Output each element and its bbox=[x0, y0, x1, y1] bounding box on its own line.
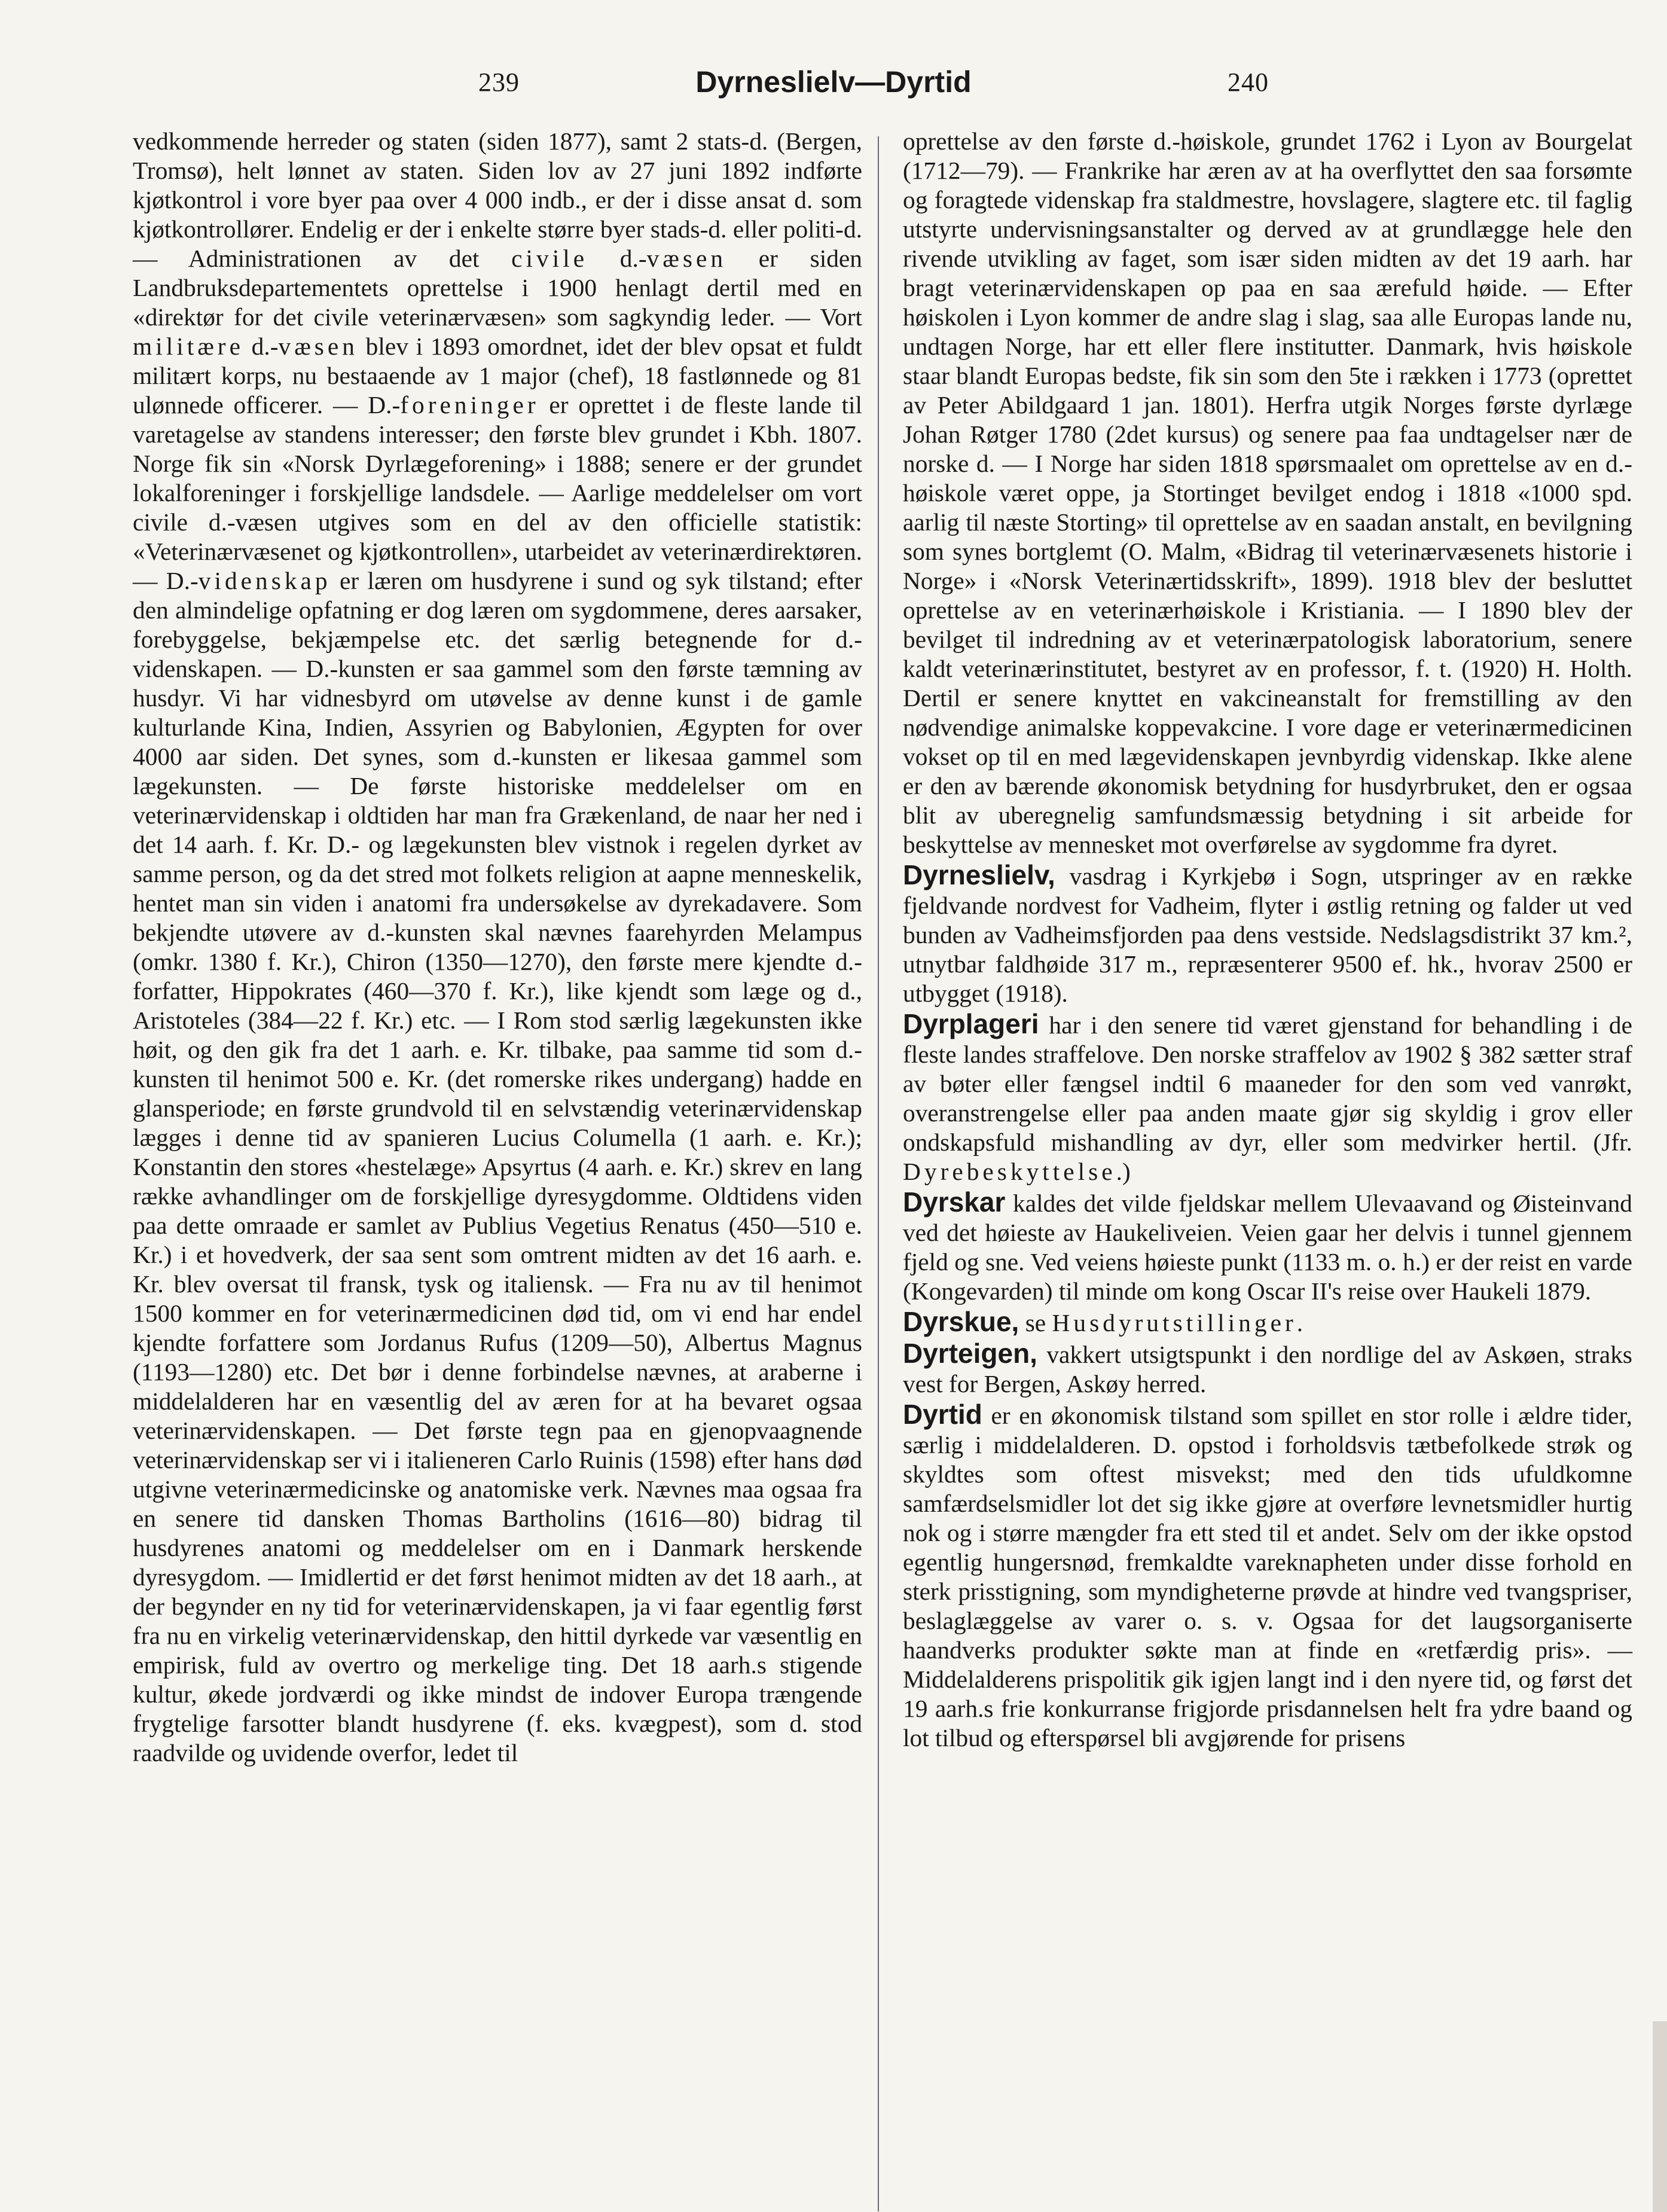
page-number-left: 239 bbox=[478, 68, 520, 97]
paragraph bbox=[903, 1009, 1632, 1186]
left-column bbox=[133, 127, 862, 1768]
entry-headword: Dyrskar bbox=[903, 1186, 1006, 1218]
entry-headword: Dyrplageri bbox=[903, 1008, 1039, 1039]
spaced-emphasis: Husdyrutstillinger bbox=[1052, 1309, 1297, 1337]
paragraph bbox=[903, 1339, 1632, 1399]
text-segment: er læren om husdyrene i sund og syk tilstand; efter den almindelige opfatning er dog læren om sygdommene, deres aarsaker, forebyggelse, bekjæmpelse etc. det særlig betegnende for d.-videnskapen. — D.-kunsten er saa gammel som den første tæmning av husdyr. Vi har vidnesbyrd om utøvelse av denne kunst i de gamle kulturlande Kina, Indien, Assyrien og Babylonien, Ægypten for over 4000 aar siden. Det synes, som d.-kunsten er likesaa gammel som lægekunsten. — De første historiske meddelelser om en veterinærvidenskap i oldtiden har man fra Grækenland, de naar her ned i det 14 aarh. f. Kr. D.- og lægekunsten blev vistnok i regelen dyrket av samme person, og da det stred mot folkets religion at aapne menneskelik, hentet man sin viden i anatomi fra undersøkelse av dyrekadavere. Som bekjendte utøvere av d.-kunsten skal nævnes faarehyrden Melampus (omkr. 1380 f. Kr.), Chiron (1350—1270), den første mere kjendte d.-forfatter, Hippokrates (460—370 f. Kr.), like kjendt som læge og d., Aristoteles (384—22 f. Kr.) etc. — I Rom stod særlig lægekunsten ikke høit, og den gik fra det 1 aarh. e. Kr. tilbake, paa samme tid som d.-kunsten til henimot 500 e. Kr. (det romerske rikes undergang) hadde en glansperiode; en første grundvold til en selvstændig veterinærvidenskap lægges i denne tid av spanieren Lucius Columella (1 aarh. e. Kr.); Konstantin den stores «hestelæge» Apsyrtus (4 aarh. e. Kr.) skrev en lang række avhandlinger om de forskjellige dyresygdomme. Oldtidens viden paa dette omraade er samlet av Publius Vegetius Renatus (450—510 e. Kr.) i et hovedverk, der saa sent som omtrent midten av det 16 aarh. e. Kr. blev oversat til fransk, tysk og italiensk. — Fra nu av til henimot 1500 kommer en for veterinærmedicinen død tid, om vi end har endel kjendte forfattere som Jordanus Rufus (1209—50), Albertus Magnus (1193—1280) etc. Det bør i denne forbindelse nævnes, at araberne i middelalderen har en væsentlig del av æren for at ha bevaret ogsaa veterinærvidenskapen. — Det første tegn paa en gjenopvaagnende veterinærvidenskap ser vi i italieneren Carlo Ruinis (1598) efter hans død utgivne veterinærmedicinske og anatomiske verk. Nævnes maa ogsaa fra en senere tid dansken Thomas Bartholins (1616—80) bidrag til husdyrenes anatomi og meddelelser om en i Danmark herskende dyresygdom. — Imidlertid er det først henimot midten av det 18 aarh., at der begynder en ny tid for veterinærvidenskapen, ja vi faar egentlig først fra nu en virkelig veterinærvidenskap, den hittil dyrkede var væsentlig en empirisk, fuld av overtro og merkelige ting. Det 18 aarh.s stigende kultur, økede jordværdi og ikke mindst de indover Europa trængende frygtelige farsotter blandt husdyrene (f. eks. kvægpest), som d. stod raadvilde og uvidende overfor, ledet til bbox=[133, 567, 862, 1766]
entry-headword: Dyrtid bbox=[903, 1399, 982, 1430]
spaced-emphasis: militære bbox=[133, 332, 244, 360]
running-title: Dyrneslielv—Dyrtid bbox=[695, 65, 972, 99]
paragraph bbox=[903, 1307, 1632, 1338]
entry-headword: Dyrneslielv, bbox=[903, 859, 1055, 890]
spaced-emphasis: videnskap bbox=[198, 567, 331, 594]
text-segment: er oprettet i de fleste lande til varetagelse av standens interesser; den første blev grundet i Kbh. 1807. Norge fik sin «Norsk Dyrlægeforening» i 1888; senere er der grundet lokalforeninger i forskjellige landsdele. — Aarlige meddelelser om vort civile d.-væsen utgives som en del av den officielle statistik: «Veterinærvæsenet og kjøtkontrollen», utarbeidet av veterinærdirektøren. — D.- bbox=[133, 391, 862, 594]
spaced-emphasis: væsen bbox=[646, 245, 727, 272]
text-segment: vedkommende herreder og staten (siden 1877), samt 2 stats-d. (Bergen, Tromsø), helt lønnet av staten. Siden lov av 27 juni 1892 indførte kjøtkontrol i vore byer paa over 4 000 indb., er der i disse ansat d. som kjøtkontrollører. Endelig er der i enkelte større byer stads-d. eller politi-d. — Administrationen av det bbox=[133, 127, 862, 272]
paragraph bbox=[903, 861, 1632, 1008]
spaced-emphasis: Dyrebeskyttelse bbox=[903, 1158, 1116, 1185]
entry-headword: Dyrteigen, bbox=[903, 1338, 1037, 1369]
column-divider bbox=[878, 136, 879, 2211]
text-segment: oprettelse av den første d.-høiskole, grundet 1762 i Lyon av Bourgelat (1712—79). — Frankrike har æren av at ha overflyttet den saa forsømte og foragtede videnskap fra staldmestre, hovslagere, slagtere etc. til faglig utstyrte undervisningsanstalter og derved av at grundlægge hele den rivende utvikling av faget, som især siden midten av det 19 aarh. har bragt veterinærvidenskapen op paa en saa ærefuld høide. — Efter høiskolen i Lyon kommer de andre slag i slag, saa alle Europas lande nu, undtagen Norge, har ett eller flere institutter. Danmark, hvis høiskole staar blandt Europas bedste, fik sin som den 5te i rækken i 1773 (oprettet av Peter Abildgaard 1 jan. 1801). Herfra utgik Norges første dyrlæge Johan Røtger 1780 (2det kursus) og senere paa faa undtagelser nær de norske d. — I Norge har siden 1818 spørsmaalet om oprettelse av en d.-høiskole været oppe, ja Stortinget bevilget endog i 1818 «1000 spd. aarlig til næste Storting» til oprettelse av en saadan anstalt, en bevilgning som synes bortglemt (O. Malm, «Bidrag til veterinærvæsenets historie i Norge» i «Norsk Veterinærtidsskrift», 1899). 1918 blev der besluttet oprettelse av en veterinærhøiskole i Kristiania. — I 1890 blev der bevilget til indredning av et veterinærpatologisk laboratorium, senere kaldt veterinærinstitutet, bestyret av en professor, f. t. (1920) H. Holth. Dertil er senere knyttet en vakcineanstalt for fremstilling av den nødvendige animalske koppevakcine. I vore dage er veterinærmedicinen vokset op til en med lægevidenskapen jevnbyrdig videnskap. Ikke alene er den av bærende økonomisk betydning for husdyrbruket, den er ogsaa blit av uberegnelig samfundsmæssig betydning i sit arbeide for beskyttelse av mennesket mot overførelse av sygdomme fra dyret. bbox=[903, 127, 1632, 858]
spaced-emphasis: væsen bbox=[278, 332, 358, 360]
page-edge-shadow bbox=[1653, 2021, 1667, 2212]
text-segment: .) bbox=[1116, 1158, 1131, 1185]
right-column bbox=[903, 127, 1632, 1753]
spaced-emphasis: civile bbox=[511, 245, 588, 272]
paragraph bbox=[903, 1188, 1632, 1306]
paragraph bbox=[133, 127, 862, 1768]
page-number-right: 240 bbox=[1228, 68, 1269, 97]
text-segment: d.- bbox=[588, 245, 647, 272]
text-segment: er en økonomisk tilstand som spillet en stor rolle i ældre tider, særlig i middelalderen. D. opstod i forholdsvis tætbefolkede strøk og skyldtes som oftest misvekst; med den tids ufuldkomne samfærdselsmidler lot det sig ikke gjøre at overføre levnetsmidler hurtig nok og i større mængder fra ett sted til et andet. Selv om der ikke opstod egentlig hungersnød, fremkaldte vareknapheten under disse forhold en sterk prisstigning, som myndigheterne prøvde at hindre ved tvangspriser, beslaglæggelse av varer o. s. v. Ogsaa for det laugsorganiserte haandverks produkter søkte man at finde en «retfærdig pris». — Middelalderens prispolitik gik igjen langt ind i den nyere tid, og først det 19 aarh.s frie konkurranse frigjorde prisdannelsen helt fra ydre baand og lot tilbud og efterspørsel bli avgjørende for prisens bbox=[903, 1402, 1632, 1752]
text-segment: har i den senere tid været gjenstand for behandling i de fleste landes straffelove. Den norske straffelov av 1902 § 382 sætter straf av bøter eller fængsel indtil 6 maaneder for den som ved vanrøkt, overanstrengelse eller paa anden maate gjør sig skyldig i grov eller ondskapsfuld mishandling av dyr, eller som medvirker hertil. (Jfr. bbox=[903, 1011, 1632, 1156]
text-segment: . bbox=[1296, 1309, 1303, 1337]
paragraph bbox=[903, 1400, 1632, 1753]
text-segment: er siden Landbruksdepartementets oprettelse i 1900 henlagt dertil med en «direktør for det civile veterinærvæsen» som sagkyndig leder. — Vort bbox=[133, 245, 862, 331]
page-header bbox=[0, 67, 1667, 103]
text-segment: se bbox=[1019, 1309, 1052, 1337]
text-segment: vakkert utsigtspunkt i den nordlige del av Askøen, straks vest for Bergen, Askøy herred. bbox=[903, 1341, 1632, 1398]
spaced-emphasis: foreninger bbox=[400, 391, 539, 419]
text-segment: kaldes det vilde fjeldskar mellem Ulevaavand og Øisteinvand ved det høieste av Haukeliveien. Veien gaar her delvis i tunnel gjennem fjeld og sne. Ved veiens høieste punkt (1133 m. o. h.) er der reist en varde (Kongevarden) til minde om kong Oscar II's reise over Haukeli 1879. bbox=[903, 1189, 1632, 1305]
entry-headword: Dyrskue, bbox=[903, 1306, 1019, 1337]
paragraph bbox=[903, 127, 1632, 859]
text-segment: vasdrag i Kyrkjebø i Sogn, utspringer av en række fjeldvande nordvest for Vadheim, flyter i østlig retning og falder ut ved bunden av Vadheimsfjorden paa dens vestside. Nedslagsdistrikt 37 km.², utnytbar faldhøide 317 m., repræsenterer 9500 ef. hk., hvorav 2500 er utbygget (1918). bbox=[903, 862, 1632, 1007]
text-segment: blev i 1893 omordnet, idet der blev opsat et fuldt militært korps, nu bestaaende av 1 major (chef), 18 fastlønnede og 81 ulønnede officerer. — D.- bbox=[133, 332, 862, 419]
text-segment: d.- bbox=[243, 332, 279, 360]
